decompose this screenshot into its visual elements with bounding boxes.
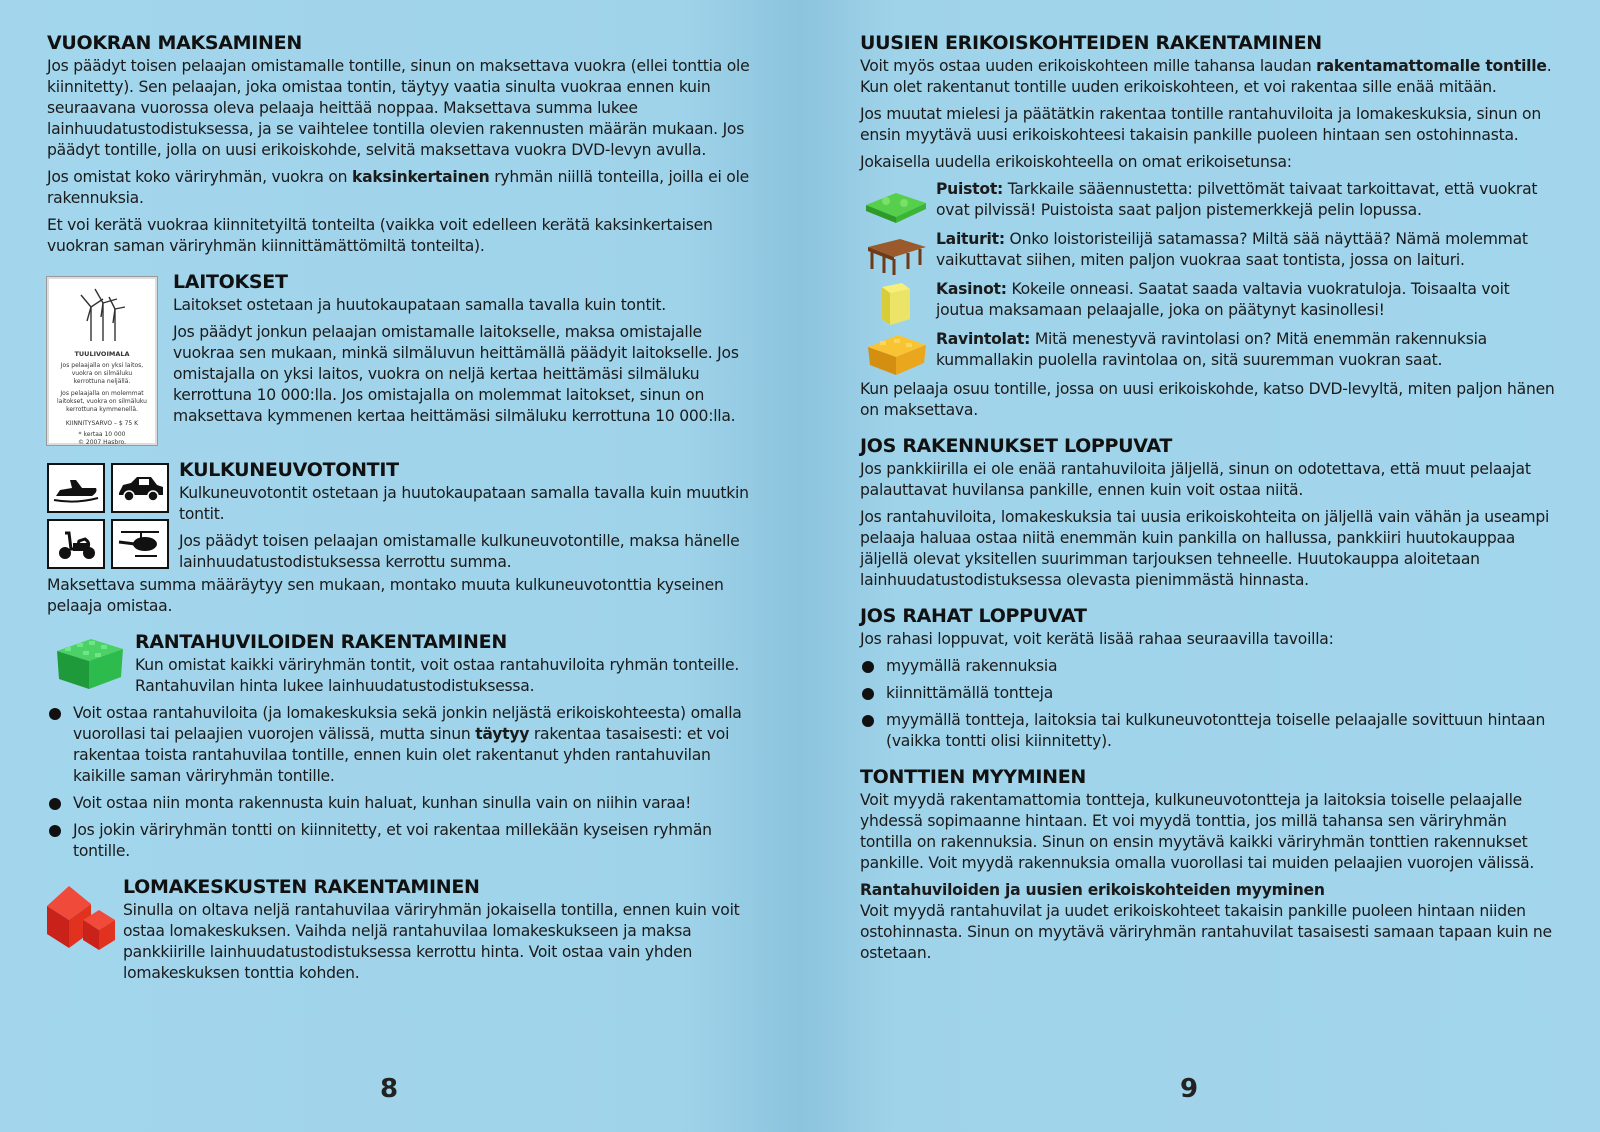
special-item-casinos: Kasinot: Kokeile onneasi. Saatat saada valtavia vuokratuloja. Toisaalta voit joutua maksamaan pelaajalle, joka on päätynyt kasinollesi!	[860, 279, 1562, 327]
section-vehicles	[47, 459, 760, 617]
car-icon	[111, 463, 169, 513]
heading-buildings-out: JOS RAKENNUKSET LOPPUVAT	[860, 435, 1173, 457]
green-house-icon	[51, 631, 127, 693]
selling-paragraph-1: Voit myydä rakentamattomia tontteja, kulkuneuvotontteja ja laitoksia toiselle pelaajalle yhdessä sopimaanne hintaan. Et voi myydä tonttia, jos millä tahansa sen väriryhmän tontilla on rakennuksia. Sinun on ensin myytävä kaikki väriryhmän tonttien rakennukset pankille. Voit myydä rakennuksia omalla vuorollasi tai muiden pelaajien vuorojen välissä.	[860, 791, 1535, 872]
utilities-paragraph-2: Jos päädyt jonkun pelaajan omistamalle laitokselle, maksa omistajalle vuokraa sen mukaan, minkä silmäluvun heittämällä päädyit laitokselle. Jos omistajalla on yksi laitos, vuokra on neljä kertaa heittämäsi silmäluku kerrottuna 10 000:lla. Jos omistajalla on molemmat laitokset, sinun on maksettava kymmenen kertaa heittämäsi silmäluku kerrottuna 10 000:lla.	[173, 323, 739, 425]
card-value: KIINNITYSARVO – $ 75 K	[65, 420, 139, 427]
list-item: Jos jokin väriryhmän tontti on kiinnitetty, et voi rakentaa millekään kyseisen ryhmän tontille.	[47, 820, 760, 862]
selling-subheading: Rantahuviloiden ja uusien erikoiskohteiden myyminen	[860, 881, 1325, 899]
page-number-right: 9	[1180, 1074, 1199, 1104]
list-item: Voit ostaa niin monta rakennusta kuin haluat, kunhan sinulla vain on niihin varaa!	[47, 793, 760, 814]
card-foot: * kertaa 10 000	[78, 431, 126, 438]
specials-paragraph-1: Voit myös ostaa uuden erikoiskohteen mille tahansa laudan rakentamattomalle tontille. Kun olet rakentanut tontille uuden erikoiskohteen, et voi rakentaa sille enää mitään.	[860, 57, 1552, 96]
title-deed-card	[47, 277, 157, 445]
rent-paragraph-1: Jos päädyt toisen pelaajan omistamalle tontille, sinun on maksettava vuokra (ellei tonttia ole kiinnitetty). Sen pelaajan, joka omistaa tontin, täytyy vaatia sinulta vuokraa ennen kuin seuraavana vuorossa oleva pelaaja heittää noppaa. Maksettava summa lukee lainhuudatustodistuksessa, ja se vaihtelee tontilla olevien rakennusten määrän mukaan. Jos päädyt tontille, jolla on uusi erikoiskohde, selvitä maksettava vuokra DVD-levyn avulla.	[47, 57, 750, 159]
restaurant-icon	[860, 329, 932, 377]
card-copyright: © 2007 Hasbro.	[77, 439, 126, 446]
section-specials	[860, 32, 1562, 421]
card-line-2: Jos pelaajalla on molemmat laitokset, vuokra on silmäluku kerrottuna kymmenellä.	[57, 390, 147, 413]
heading-vehicles: KULKUNEUVOTONTIT	[179, 459, 399, 481]
red-hotel-icon	[39, 876, 119, 954]
jetski-icon	[47, 463, 105, 513]
scooter-icon	[47, 519, 105, 569]
section-money-out	[860, 605, 1562, 752]
money-out-paragraph-1: Jos rahasi loppuvat, voit kerätä lisää rahaa seuraavilla tavoilla:	[860, 630, 1334, 648]
heading-houses: RANTAHUVILOIDEN RAKENTAMINEN	[135, 631, 507, 653]
heading-utilities: LAITOKSET	[173, 271, 288, 293]
utilities-paragraph-1: Laitokset ostetaan ja huutokaupataan samalla tavalla kuin tontit.	[173, 296, 666, 314]
specials-paragraph-2: Jos muutat mielesi ja päätätkin rakentaa tontille rantahuviloita ja lomakeskuksia, sinun on ensin myytävä uusi erikoiskohteesi takaisin pankille puoleen hintaan sen ostohinnasta.	[860, 105, 1541, 144]
vehicles-paragraph-3: Maksettava summa määräytyy sen mukaan, montako muuta kulkuneuvotonttia kyseinen pelaaja omistaa.	[47, 576, 724, 615]
rent-paragraph-3: Et voi kerätä vuokraa kiinnitetyiltä tonteilta (vaikka voit edelleen kerätä kaksinkertaisen vuokran saman väriryhmän kiinnittämättömiltä tonteilta).	[47, 216, 713, 255]
buildings-out-paragraph-2: Jos rantahuviloita, lomakeskuksia tai uusia erikoiskohteita on jäljellä vain vähän ja useampi pelaaja haluaa ostaa niitä enemmän kuin pankilla on hallussa, pankkiiri huutokauppaa jäljellä olevat yksitellen suurimman tarjouksen tehneelle. Huutokauppa aloitetaan lainhuudatustodistuksessa olevasta pienimmästä hinnasta.	[860, 508, 1550, 589]
section-houses	[47, 631, 760, 862]
pier-icon	[860, 229, 932, 277]
card-title: TUULIVOIMALA	[74, 350, 130, 358]
casino-icon	[860, 279, 932, 327]
list-item: Voit ostaa rantahuviloita (ja lomakeskuksia sekä jonkin neljästä erikoiskohteesta) omalla vuorollasi tai pelaajien vuorojen välissä, mutta sinun täytyy rakentaa tasaisesti: et voi rakentaa toista rantahuvilaa tontille, ennen kuin olet rakentanut yhden rantahuvilan kaikille saman väriryhmän tontille.	[47, 703, 760, 787]
list-item: myymällä tontteja, laitoksia tai kulkuneuvotontteja toiselle pelaajalle sovittuun hintaan (vaikka tontti olisi kiinnitetty).	[860, 710, 1562, 752]
section-rent	[47, 32, 760, 257]
section-utilities	[47, 271, 760, 445]
wind-turbine-icon	[77, 285, 127, 343]
houses-bullet-list	[47, 703, 760, 862]
rent-paragraph-2: Jos omistat koko väriryhmän, vuokra on kaksinkertainen ryhmän niillä tonteilla, joilla ei ole rakennuksia.	[47, 168, 750, 207]
specials-paragraph-4: Kun pelaaja osuu tontille, jossa on uusi erikoiskohde, katso DVD-levyltä, miten paljon hänen on maksettava.	[860, 380, 1555, 419]
heading-hotels: LOMAKESKUSTEN RAKENTAMINEN	[123, 876, 480, 898]
selling-paragraph-2: Voit myydä rantahuvilat ja uudet erikoiskohteet takaisin pankille puoleen hintaan niiden ostohinnasta. Sinun on myytävä väriryhmän rantahuvilat tasaisesti samaan tapaan kuin ne ostetaan.	[860, 902, 1552, 962]
special-item-piers: Laiturit: Onko loistoristeilijä satamassa? Miltä sää näyttää? Nämä molemmat vaikuttavat siihen, miten paljon vuokraa saat tontista, jossa on laituri.	[860, 229, 1562, 277]
park-icon	[860, 179, 932, 227]
list-item: kiinnittämällä tontteja	[860, 683, 1562, 704]
vehicle-icons	[47, 463, 169, 569]
special-item-restaurants: Ravintolat: Mitä menestyvä ravintolasi on? Mitä enemmän rakennuksia kummallakin puolella ravintolaa on, sitä suuremman vuokran saat.	[860, 329, 1562, 377]
houses-paragraph-1: Kun omistat kaikki väriryhmän tontit, voit ostaa rantahuviloita ryhmän tonteille. Rantahuvilan hinta lukee lainhuudatustodistuksessa.	[135, 656, 740, 695]
buildings-out-paragraph-1: Jos pankkiirilla ei ole enää rantahuviloita jäljellä, sinun on odotettava, että muut pelaajat palauttavat huvilansa pankille, ennen kuin voit ostaa niitä.	[860, 460, 1531, 499]
vehicles-paragraph-1: Kulkuneuvotontit ostetaan ja huutokaupataan samalla tavalla kuin muutkin tontit.	[179, 484, 749, 523]
vehicles-paragraph-2: Jos päädyt toisen pelaajan omistamalle kulkuneuvotontille, maksa hänelle lainhuudatustodistuksessa kerrottu summa.	[179, 532, 740, 571]
heading-specials: UUSIEN ERIKOISKOHTEIDEN RAKENTAMINEN	[860, 32, 1322, 54]
page-number-left: 8	[380, 1074, 399, 1104]
heading-selling: TONTTIEN MYYMINEN	[860, 766, 1087, 788]
hotels-paragraph-1: Sinulla on oltava neljä rantahuvilaa väriryhmän jokaisella tontilla, ennen kuin voit ostaa lomakeskuksen. Vaihda neljä rantahuvilaa lomakeskukseen ja maksa pankkiirille lainhuudatustodistuksessa kerrottu hinta. Voit ostaa vain yhden lomakeskuksen tonttia kohden.	[123, 901, 740, 982]
specials-paragraph-3: Jokaisella uudella erikoiskohteella on omat erikoisetunsa:	[860, 153, 1292, 171]
section-selling	[860, 766, 1562, 964]
page-9	[800, 0, 1600, 1132]
special-item-parks: Puistot: Tarkkaile sääennustetta: pilvettömät taivaat tarkoittavat, että vuokrat ovat pilvissä! Puistoista saat paljon pistemerkkejä pelin lopussa.	[860, 179, 1562, 227]
money-out-bullet-list	[860, 656, 1562, 752]
heading-money-out: JOS RAHAT LOPPUVAT	[860, 605, 1087, 627]
card-line-1: Jos pelaajalla on yksi laitos, vuokra on silmäluku kerrottuna neljällä.	[60, 362, 144, 385]
heading-rent: VUOKRAN MAKSAMINEN	[47, 32, 302, 54]
section-hotels	[47, 876, 760, 990]
helicopter-icon	[111, 519, 169, 569]
section-buildings-out	[860, 435, 1562, 591]
list-item: myymällä rakennuksia	[860, 656, 1562, 677]
